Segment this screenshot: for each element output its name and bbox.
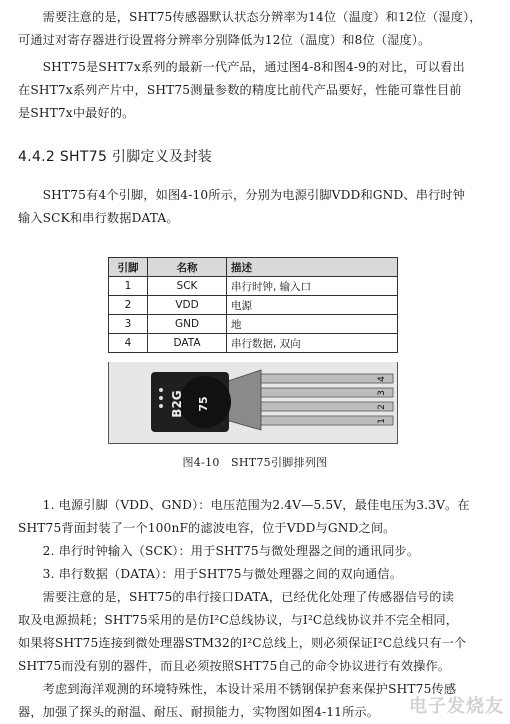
paragraph-i2c-note [18,586,494,678]
paragraph-resolution [18,6,494,52]
cell-name: SCK [148,277,227,296]
text-line: SHT75背面封装了一个100nF的滤波电容，位于VDD与GND之间。 [18,521,396,535]
sht75-chip-illustration [109,362,399,444]
lead-3 [259,388,393,397]
chip-label-b2g: B2G [170,390,184,418]
cell-pin: 3 [109,315,148,334]
col-header-desc: 描述 [227,258,398,277]
text-line: 如果将SHT75连接到微处理器STM32的I²C总线上，则必须保证I²C总线只有一个 [18,636,467,650]
text-line: 器，加强了探头的耐温、耐压、耐损能力，实物图如图4-11所示。 [18,705,380,719]
watermark: 电子发烧友 [409,696,504,717]
col-header-pin: 引脚 [109,258,148,277]
table-header-row [109,258,398,277]
pin-number-label: 3 [377,390,387,396]
pin-number-label: 2 [377,404,387,410]
list-item-power [18,494,494,540]
text-line: 在SHT7x系列产片中，SHT75测量参数的精度比前代产品要好，性能可靠性目前 [18,83,462,97]
table-row [109,296,398,315]
text-line: 输入SCK和串行数据DATA。 [18,211,179,225]
text-line: 3. 串行数据（DATA）：用于SHT75与微处理器之间的双向通信。 [18,567,403,581]
text-line: 需要注意的是，SHT75传感器默认状态分辨率为14位（温度）和12位（湿度）， [18,10,482,24]
text-line: 是SHT7x中最好的。 [18,106,135,120]
paragraph-sht7x-series [18,56,494,125]
pin-number-label: 4 [377,376,387,382]
chip-dot-icon [159,404,163,408]
cell-desc: 电源 [227,296,398,315]
lead-4 [259,374,393,383]
chip-figure [108,362,398,444]
list-item-data [18,563,494,586]
pin-table [108,257,398,353]
table-row [109,277,398,296]
cell-desc: 地 [227,315,398,334]
text-line: 需要注意的是，SHT75的串行接口DATA，已经优化处理了传感器信号的读 [18,590,454,604]
figure-caption: 图4-10 SHT75引脚排列图 [182,456,328,469]
section-heading: 4.4.2 SHT75 引脚定义及封装 [18,149,213,165]
cell-name: DATA [148,334,227,353]
cell-pin: 1 [109,277,148,296]
text-line: SHT75有4个引脚，如图4-10所示，分别为电源引脚VDD和GND、串行时钟 [18,188,466,202]
chip-label-75: 75 [197,396,210,412]
cell-desc: 串行时钟, 输入口 [227,277,398,296]
list-item-sck [18,540,494,563]
col-header-name: 名称 [148,258,227,277]
chip-dot-icon [159,396,163,400]
table-row [109,315,398,334]
pin-number-label: 1 [377,418,387,424]
chip-dot-icon [159,388,163,392]
text-line: SHT75而没有别的器件，而且必须按照SHT75自己的命令协议进行有效操作。 [18,659,451,673]
text-line: 1. 电源引脚（VDD、GND）：电压范围为2.4V—5.5V，最佳电压为3.3V。在 [18,498,470,512]
lead-1 [259,416,393,425]
cell-pin: 4 [109,334,148,353]
text-line: 取及电源损耗；SHT75采用的是仿I²C总线协议，与I²C总线协议并不完全相同， [18,613,459,627]
paragraph-pins-intro [18,184,494,230]
text-line: SHT75是SHT7x系列的最新一代产品，通过图4-8和图4-9的对比，可以看出 [18,60,465,74]
cell-pin: 2 [109,296,148,315]
text-line: 可通过对寄存器进行设置将分辨率分别降低为12位（温度）和8位（湿度）。 [18,33,431,47]
text-line: 2. 串行时钟输入（SCK）：用于SHT75与微处理器之间的通讯同步。 [18,544,420,558]
text-line: 考虑到海洋观测的环境特殊性，本设计采用不锈钢保护套来保护SHT75传感 [18,682,457,696]
chip-leads [259,374,393,425]
table-row [109,334,398,353]
cell-name: GND [148,315,227,334]
lead-2 [259,402,393,411]
cell-desc: 串行数据, 双向 [227,334,398,353]
cell-name: VDD [148,296,227,315]
